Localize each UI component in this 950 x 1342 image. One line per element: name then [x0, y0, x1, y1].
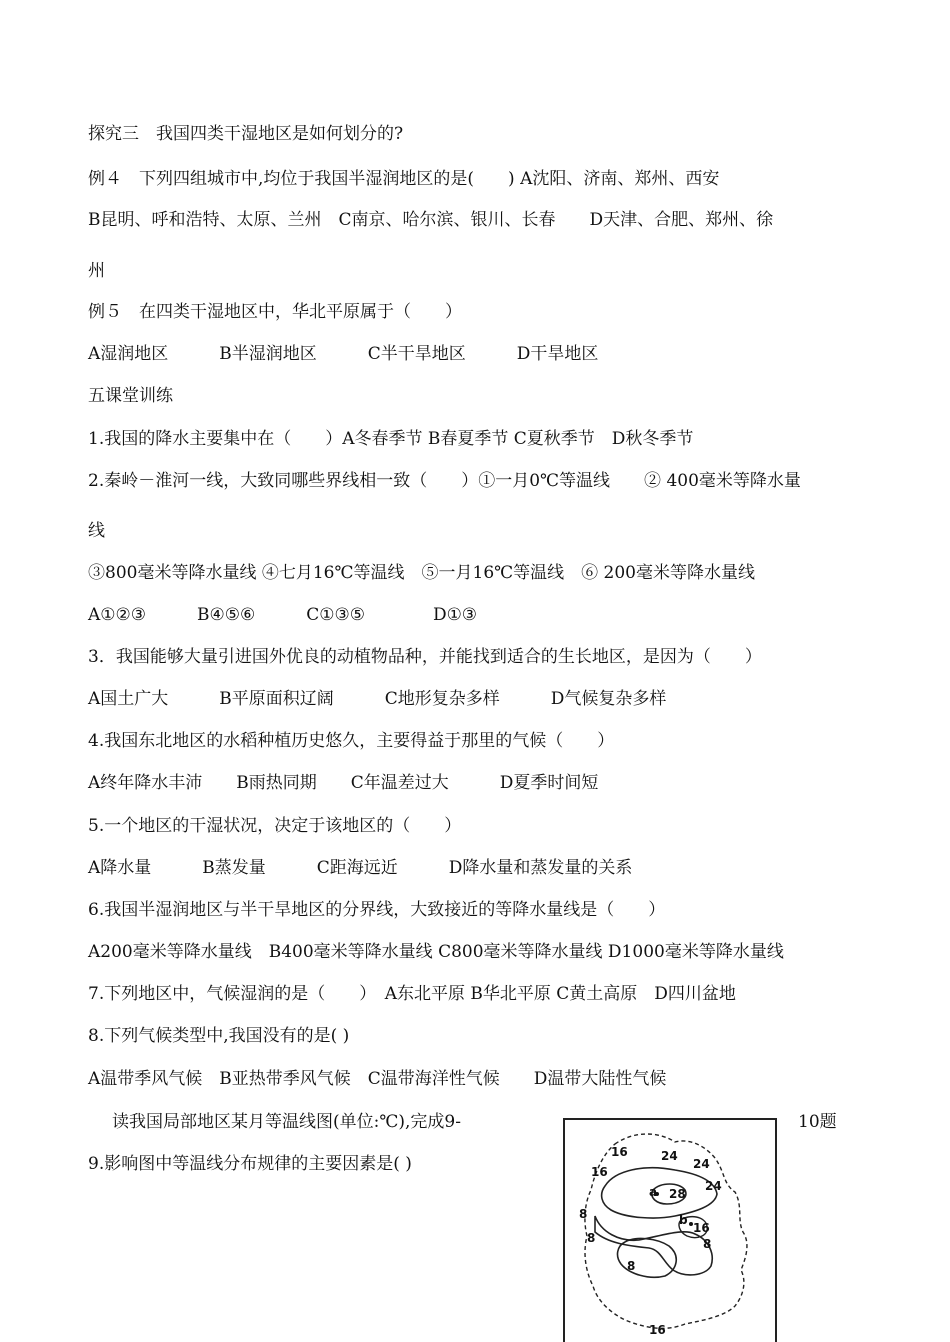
question-1: 1.我国的降水主要集中在（ ）A冬春季节 B春夏季节 C夏秋季节 D秋冬季节 [88, 429, 694, 449]
map-label: a [649, 1185, 658, 1199]
isotherm-map-drawing [565, 1120, 775, 1342]
map-label: 16 [591, 1165, 608, 1179]
example-4-line-3: 州 [88, 261, 105, 281]
question-3: 3．我国能够大量引进国外优良的动植物品种，并能找到适合的生长地区，是因为（ ） [88, 647, 762, 667]
question-4: 4.我国东北地区的水稻种植历史悠久，主要得益于那里的气候（ ） [88, 731, 615, 751]
map-label: b [679, 1213, 688, 1227]
map-label: 16 [611, 1145, 628, 1159]
example-4-line-1: 例４ 下列四组城市中,均位于我国半湿润地区的是( ) A沈阳、济南、郑州、西安 [88, 169, 720, 189]
question-4-options: A终年降水丰沛 B雨热同期 C年温差过大 D夏季时间短 [88, 773, 599, 793]
question-2-options: A①②③ B④⑤⑥ C①③⑤ D①③ [88, 605, 478, 625]
question-6-options: A200毫米等降水量线 B400毫米等降水量线 C800毫米等降水量线 D1000毫米等降水量线 [88, 942, 784, 962]
map-label: 24 [693, 1157, 710, 1171]
question-3-options: A国土广大 B平原面积辽阔 C地形复杂多样 D气候复杂多样 [88, 689, 667, 709]
map-label: 8 [579, 1207, 588, 1221]
map-label: 8 [587, 1231, 596, 1245]
isotherm-map [563, 1118, 777, 1342]
map-label: 24 [705, 1179, 722, 1193]
question-5-options: A降水量 B蒸发量 C距海远近 D降水量和蒸发量的关系 [88, 858, 633, 878]
example-5-question: 例５ 在四类干湿地区中，华北平原属于（ ） [88, 302, 462, 322]
question-5: 5.一个地区的干湿状况，决定于该地区的（ ） [88, 816, 462, 836]
map-label: 28 [669, 1187, 686, 1201]
section-5-title: 五课堂训练 [88, 386, 173, 406]
map-reading-prompt-end: 10题 [798, 1112, 837, 1132]
question-2-line-1: 2.秦岭－淮河一线，大致同哪些界线相一致（ ）①一月0℃等温线 ② 400毫米等降水量 [88, 471, 801, 491]
map-label: 16 [693, 1221, 710, 1235]
region-boundary [585, 1134, 747, 1328]
map-label: 8 [703, 1237, 712, 1251]
question-2-line-3: ③800毫米等降水量线 ④七月16℃等温线 ⑤一月16℃等温线 ⑥ 200毫米等降水量线 [88, 563, 755, 583]
example-5-options: A湿润地区 B半湿润地区 C半干旱地区 D干旱地区 [88, 344, 599, 364]
question-9: 9.影响图中等温线分布规律的主要因素是( ) [88, 1154, 412, 1174]
map-label: 8 [627, 1259, 636, 1273]
map-label: 24 [661, 1149, 678, 1163]
map-label: 16 [649, 1323, 666, 1337]
isotherm-24 [602, 1168, 717, 1218]
question-6: 6.我国半湿润地区与半干旱地区的分界线，大致接近的等降水量线是（ ） [88, 900, 666, 920]
question-8: 8.下列气候类型中,我国没有的是( ) [88, 1026, 350, 1046]
question-7: 7.下列地区中，气候湿润的是（ ） A东北平原 B华北平原 C黄土高原 D四川盆地 [88, 984, 736, 1004]
example-4-line-2: B昆明、呼和浩特、太原、兰州 C南京、哈尔滨、银川、长春 D天津、合肥、郑州、徐 [88, 210, 774, 230]
map-reading-prompt: 读我国局部地区某月等温线图(单位:℃),完成9- [112, 1112, 461, 1132]
section-3-title: 探究三 我国四类干湿地区是如何划分的? [88, 124, 404, 144]
question-2-line-2: 线 [88, 521, 105, 541]
question-8-options: A温带季风气候 B亚热带季风气候 C温带海洋性气候 D温带大陆性气候 [88, 1069, 667, 1089]
